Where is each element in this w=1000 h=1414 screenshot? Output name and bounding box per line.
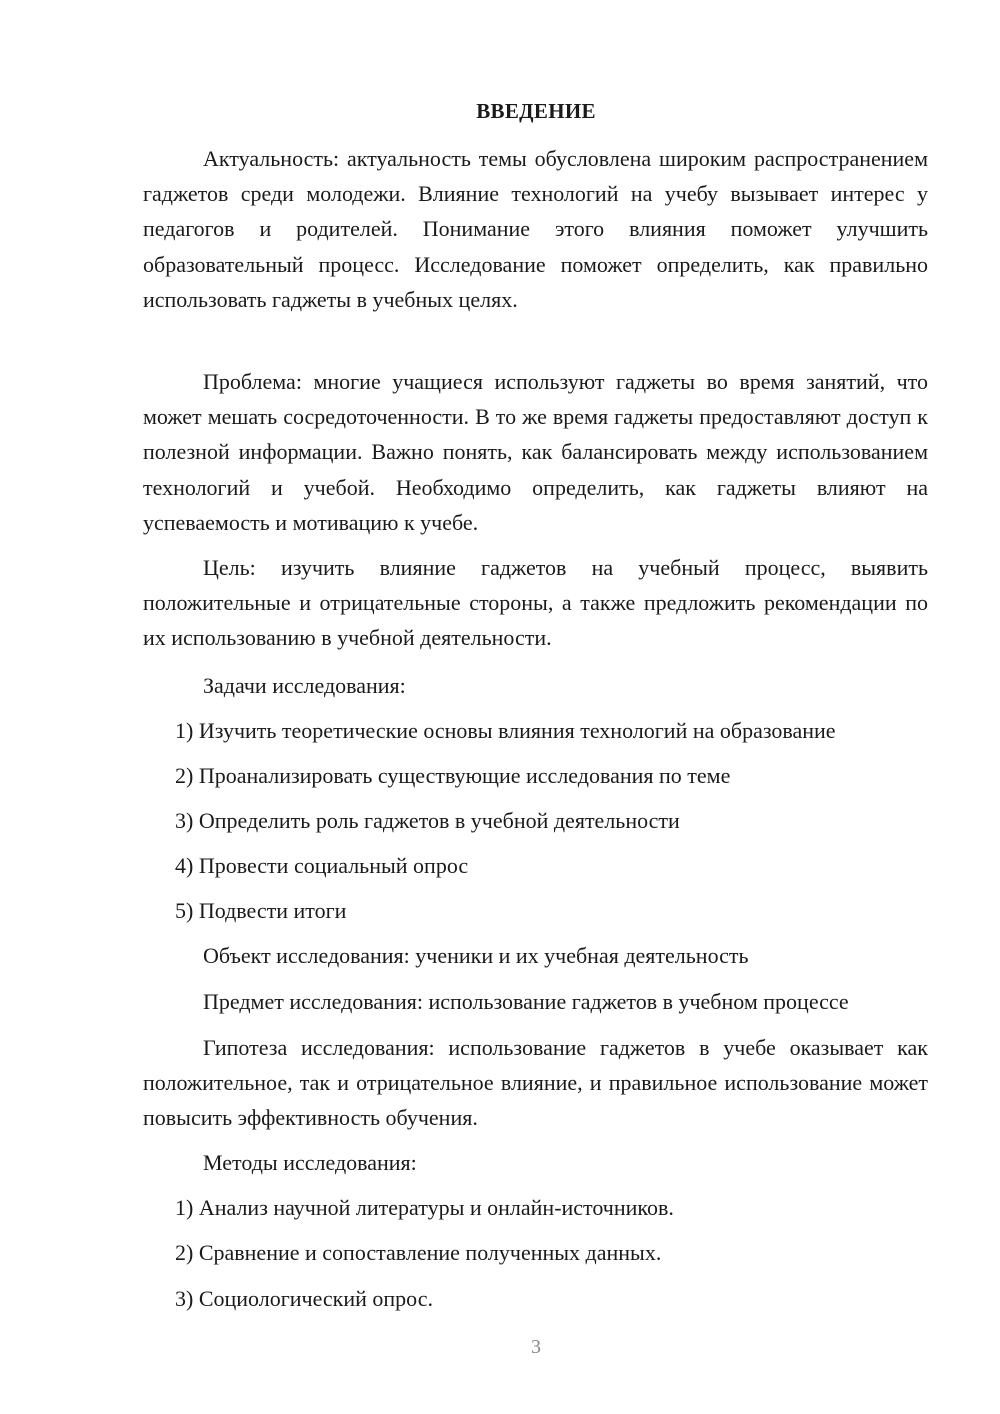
method-item: 3) Социологический опрос. [175,1286,433,1311]
page-title: ВВЕДЕНИЕ [476,99,596,123]
methods-heading: Методы исследования: [203,1150,417,1175]
relevance-paragraph: Актуальность: актуальность темы обусловлена широким распространением гаджетов среди молодежи. Влияние технологий на учебу вызывает интерес у педагогов и родителей. Понимание этого влияния поможет улучшить образовательный процесс. Исследование поможет определить, как правильно использовать гаджеты в учебных целях. [143,146,928,312]
tasks-heading: Задачи исследования: [203,673,406,698]
method-item: 2) Сравнение и сопоставление полученных данных. [175,1240,662,1265]
page-number: 3 [531,1336,541,1358]
task-item: 4) Провести социальный опрос [175,853,469,878]
goal-paragraph: Цель: изучить влияние гаджетов на учебный процесс, выявить положительные и отрицательные стороны, а также предложить рекомендации по их использованию в учебной деятельности. [143,555,928,651]
task-item: 1) Изучить теоретические основы влияния технологий на образование [175,718,836,743]
task-item: 3) Определить роль гаджетов в учебной деятельности [175,808,680,833]
hypothesis-paragraph: Гипотеза исследования: использование гаджетов в учебе оказывает как положительное, так и отрицательное влияние, и правильное использование может повысить эффективность обучения. [143,1035,928,1131]
problem-paragraph: Проблема: многие учащиеся используют гаджеты во время занятий, что может мешать сосредоточенности. В то же время гаджеты предоставляют доступ к полезной информации. Важно понять, как балансировать между использованием технологий и учебой. Необходимо определить, как гаджеты влияют на успеваемость и мотивацию к учебе. [143,369,928,535]
object-line: Объект исследования: ученики и их учебная деятельность [203,943,749,968]
task-item: 2) Проанализировать существующие исследования по теме [175,763,731,788]
subject-line: Предмет исследования: использование гаджетов в учебном процессе [203,989,849,1014]
task-item: 5) Подвести итоги [175,898,347,923]
method-item: 1) Анализ научной литературы и онлайн-источников. [175,1195,674,1220]
